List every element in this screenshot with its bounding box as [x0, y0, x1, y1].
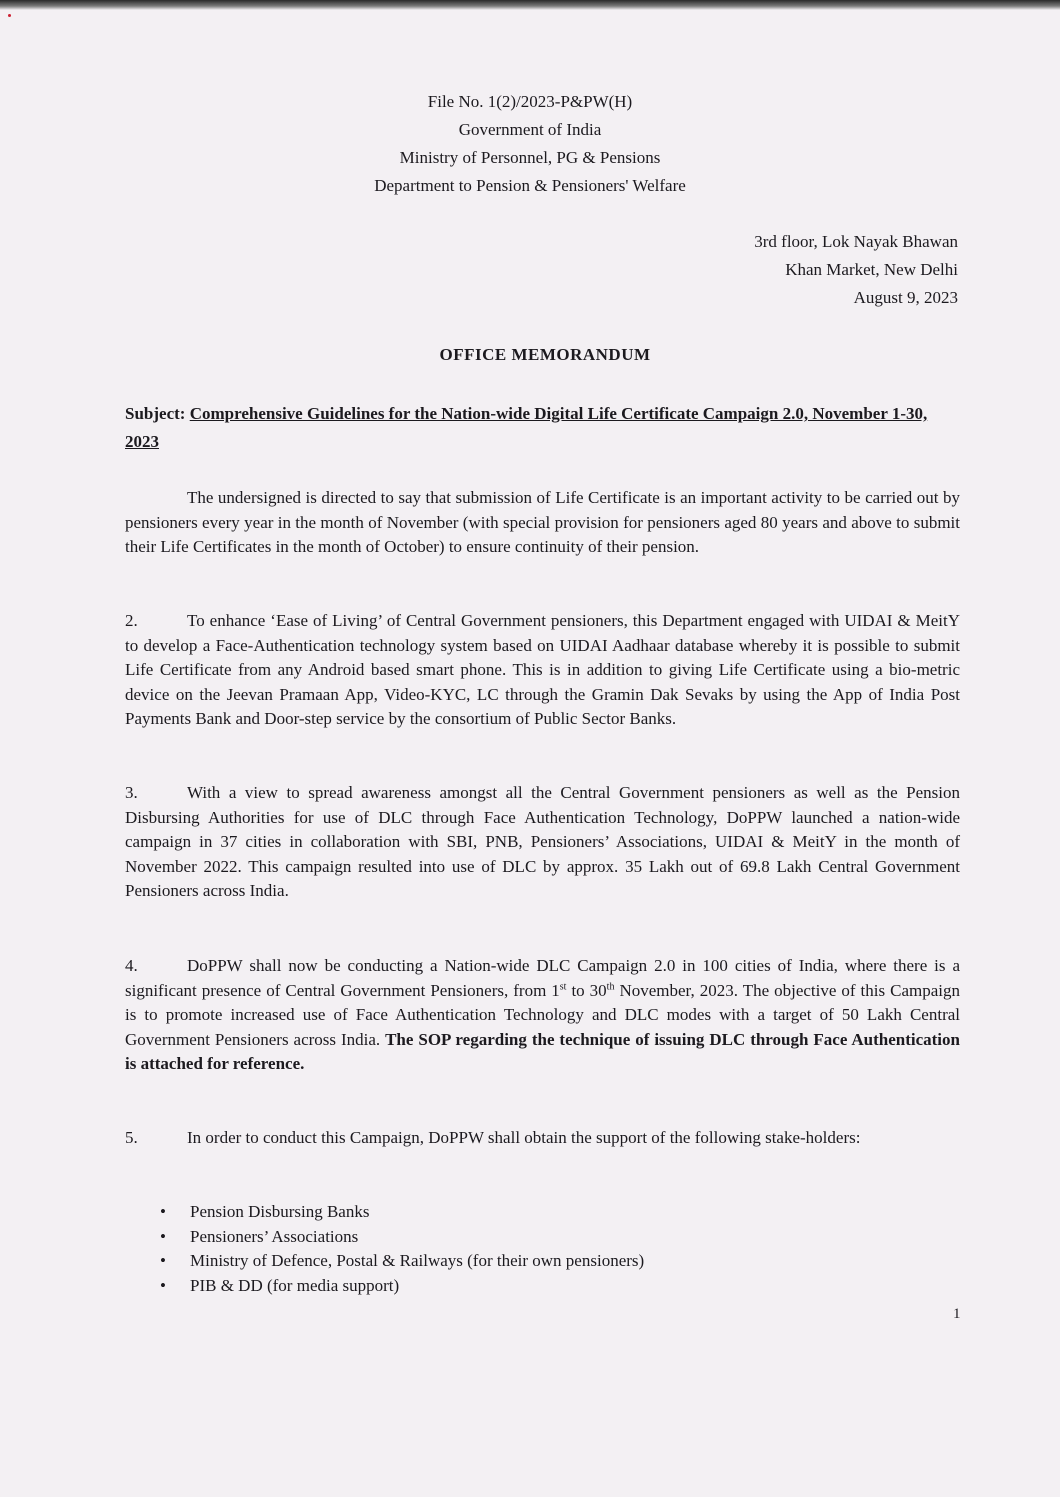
paragraph-2: [125, 609, 960, 732]
paragraph-3-text: With a view to spread awareness amongst all the Central Government pensioners as well as the Pension Disbursing Authorities for use of DLC through Face Authentication Technology, DoPPW launched a nation-wide campaign in 37 cities in collaboration with SBI, PNB, Pensioners’ Associations, UIDAI & MeitY in the month of November 2022. This campaign resulted into use of DLC by approx. 35 Lakh out of 69.8 Lakh Central Government Pensioners across India.: [125, 783, 960, 900]
paragraph-4-text-a: DoPPW shall now be conducting a Nation-wide DLC Campaign 2.0 in 100 cities of India, where there is a significant presence of Central Government Pensioners, from 1: [125, 956, 960, 1000]
list-item: • Pension Disbursing Banks: [160, 1200, 644, 1225]
subject-text: Comprehensive Guidelines for the Nation-wide Digital Life Certificate Campaign 2.0, November 1-30, 2023: [125, 404, 928, 451]
superscript-th: th: [606, 980, 615, 992]
paragraph-4-text-c: November, 2023. The objective of this Campaign is to promote increased use of Face Authentication Technology and DLC modes with a target of 50 Lakh Central Government Pensioners across India.: [125, 980, 960, 1049]
paragraph-4-number: 4.: [125, 956, 138, 975]
paragraph-5-text: In order to conduct this Campaign, DoPPW shall obtain the support of the following stake-holders:: [187, 1128, 861, 1147]
paragraph-1-text: The undersigned is directed to say that submission of Life Certificate is an important activity to be carried out by pensioners every year in the month of November (with special provision for pensioners aged 80 years and above to submit their Life Certificates in the month of October) to ensure continuity of their pension.: [125, 488, 960, 556]
subject-label: Subject:: [125, 404, 186, 423]
file-number: File No. 1(2)/2023-P&PW(H): [427, 92, 633, 111]
address-line-1: 3rd floor, Lok Nayak Bhawan: [754, 232, 958, 251]
subject-block: [125, 400, 960, 456]
page-number: 1: [953, 1306, 961, 1322]
paragraph-4-bold-text: The SOP regarding the technique of issuing DLC through Face Authentication is attached for reference.: [125, 1029, 960, 1073]
scan-mark: [8, 14, 11, 17]
paragraph-1: [125, 486, 960, 560]
list-item: • Ministry of Defence, Postal & Railways (for their own pensioners): [160, 1249, 644, 1274]
address-line-2: Khan Market, New Delhi: [785, 260, 958, 279]
ministry-line: Ministry of Personnel, PG & Pensions: [399, 148, 661, 167]
government-line: Government of India: [458, 120, 602, 139]
list-item: • Pensioners’ Associations: [160, 1225, 644, 1250]
paragraph-3: [125, 781, 960, 904]
paragraph-2-number: 2.: [125, 611, 138, 630]
department-line: Department to Pension & Pensioners' Welfare: [374, 176, 686, 195]
paragraph-4: [125, 954, 960, 1077]
scan-edge: [0, 0, 1060, 10]
stakeholder-list: [160, 1200, 644, 1298]
paragraph-5-number: 5.: [125, 1128, 138, 1147]
paragraph-5: [125, 1126, 960, 1151]
memo-title: OFFICE MEMORANDUM: [439, 345, 651, 364]
superscript-st: st: [559, 980, 567, 992]
paragraph-4-text-b: to 30: [566, 980, 607, 1000]
paragraph-2-text: To enhance ‘Ease of Living’ of Central Government pensioners, this Department engaged with UIDAI & MeitY to develop a Face-Authentication technology system based on UIDAI Aadhaar database whereby it is possible to submit Life Certificate from any Android based smart phone. This is in addition to giving Life Certificate using a bio-metric device on the Jeevan Pramaan App, Video-KYC, LC through the Gramin Dak Sevaks by using the App of India Post Payments Bank and Door-step service by the consortium of Public Sector Banks.: [125, 611, 960, 728]
memo-date: August 9, 2023: [853, 288, 958, 307]
paragraph-3-number: 3.: [125, 783, 138, 802]
list-item: • PIB & DD (for media support): [160, 1274, 644, 1299]
